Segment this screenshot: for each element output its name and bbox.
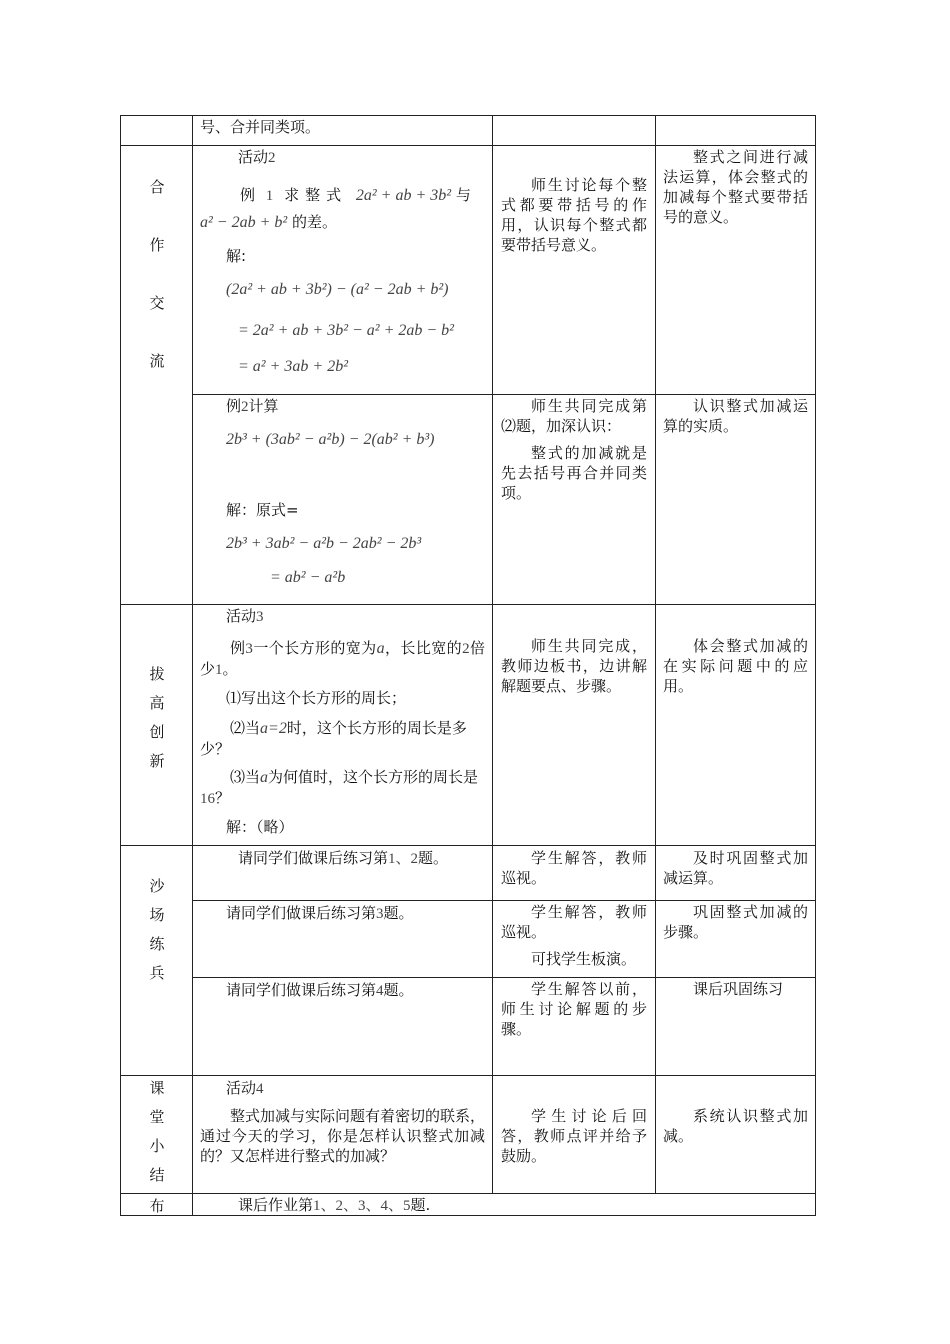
activity3-teacher-student: 师生共同完成，教师边板书，边讲解解题要点、步骤。 xyxy=(501,637,647,695)
activity3-heading: 活动3 xyxy=(226,607,264,625)
section-label-char: 拔 xyxy=(149,665,165,683)
top-row-content: 号、合并同类项。 xyxy=(200,118,321,136)
section-label-char: 新 xyxy=(149,752,165,770)
activity3-design-intent: 体会整式加减的在实际问题中的应用。 xyxy=(663,637,808,695)
section-label-char: 交 xyxy=(149,294,165,312)
example2-solution-line1: 2b³ + 3ab² − a²b − 2ab² − 2b³ xyxy=(226,535,422,552)
section-label-char: 流 xyxy=(149,352,165,370)
activity4-design-intent: 系统认识整式加减。 xyxy=(663,1107,808,1145)
section-label-hezuo xyxy=(122,176,192,380)
activity2-design-intent: 整式之间进行减法运算，体会整式的加减每个整式要带括号的意义。 xyxy=(663,148,808,226)
practice3-design-intent: 课后巩固练习 xyxy=(693,980,784,998)
example2-title: 例2计算 xyxy=(226,397,279,415)
practice1-teacher-student: 学生解答，教师巡视。 xyxy=(501,849,647,887)
practice3-task: 请同学们做课后练习第4题。 xyxy=(226,981,414,999)
example1-solution-label: 解: xyxy=(226,247,247,265)
example2-design-intent: 认识整式加减运算的实质。 xyxy=(663,397,808,435)
practice2-teacher-student-p1: 学生解答，教师巡视。 xyxy=(501,903,647,941)
section-label-shachang xyxy=(122,875,192,991)
section-label-char: 课 xyxy=(149,1079,165,1097)
practice3-teacher-student: 学生解答以前，师生讨论解题的步骤。 xyxy=(501,980,647,1038)
example3-question3: ⑶当a为何值时，这个长方形的周长是16？ xyxy=(200,768,479,807)
section-label-char: 布 xyxy=(149,1197,165,1215)
practice1-task: 请同学们做课后练习第1、2题。 xyxy=(238,849,449,867)
example2-solution-label: 解：原式= xyxy=(226,501,299,519)
example2-teacher-student-p1: 师生共同完成第⑵题，加深认识： xyxy=(501,397,647,435)
example1-statement: 例 1 求整式 2a² + ab + 3b² 与 a² − 2ab + b² 的差。 xyxy=(200,186,471,231)
example3-question1: ⑴写出这个长方形的周长； xyxy=(226,689,407,707)
example1-solution-line2: = 2a² + ab + 3b² − a² + 2ab − b² xyxy=(238,322,454,339)
section-label-char: 场 xyxy=(149,906,165,924)
activity4-teacher-student: 学生讨论后回答，教师点评并给予鼓励。 xyxy=(501,1107,647,1165)
section-label-char: 小 xyxy=(149,1137,165,1155)
practice2-teacher-student-p2: 可找学生板演。 xyxy=(531,950,637,968)
example1-solution-line3: = a² + 3ab + 2b² xyxy=(238,358,348,375)
section-label-char: 结 xyxy=(149,1166,165,1184)
homework-assignment: 课后作业第1、2、3、4、5题. xyxy=(238,1196,431,1214)
section-label-char: 合 xyxy=(149,178,165,196)
section-label-char: 兵 xyxy=(149,964,165,982)
section-label-bagao xyxy=(122,663,192,779)
example1-solution-line1: (2a² + ab + 3b²) − (a² − 2ab + b²) xyxy=(226,281,449,298)
example3-statement: 例3一个长方形的宽为a，长比宽的2倍少1。 xyxy=(200,639,485,678)
example3-question2: ⑵当a=2时，这个长方形的周长是多少？ xyxy=(200,719,467,758)
section-label-char: 创 xyxy=(149,723,165,741)
practice1-design-intent: 及时巩固整式加减运算。 xyxy=(663,849,808,887)
section-label-char: 作 xyxy=(149,236,165,254)
activity4-content: 整式加减与实际问题有着密切的联系，通过今天的学习，你是怎样认识整式加减的？又怎样进行整式的加减？ xyxy=(200,1107,486,1165)
practice2-task: 请同学们做课后练习第3题。 xyxy=(226,904,414,922)
section-label-ketang xyxy=(122,1077,192,1193)
activity2-heading: 活动2 xyxy=(238,148,276,166)
section-label-char: 高 xyxy=(149,694,165,712)
section-label-char: 沙 xyxy=(149,877,165,895)
activity2-teacher-student: 师生讨论每个整式都要带括号的作用，认识每个整式都要带括号意义。 xyxy=(501,176,647,254)
example2-solution-line2: = ab² − a²b xyxy=(270,569,346,586)
example2-teacher-student-p2: 整式的加减就是先去括号再合并同类项。 xyxy=(501,444,647,502)
section-label-char: 练 xyxy=(149,935,165,953)
practice2-design-intent: 巩固整式加减的步骤。 xyxy=(663,903,808,941)
example3-solution: 解：（略） xyxy=(226,818,294,836)
activity4-heading: 活动4 xyxy=(226,1079,264,1097)
section-label-char: 堂 xyxy=(149,1108,165,1126)
example2-expression: 2b³ + (3ab² − a²b) − 2(ab² + b³) xyxy=(226,431,435,448)
section-label-bu xyxy=(122,1195,192,1215)
